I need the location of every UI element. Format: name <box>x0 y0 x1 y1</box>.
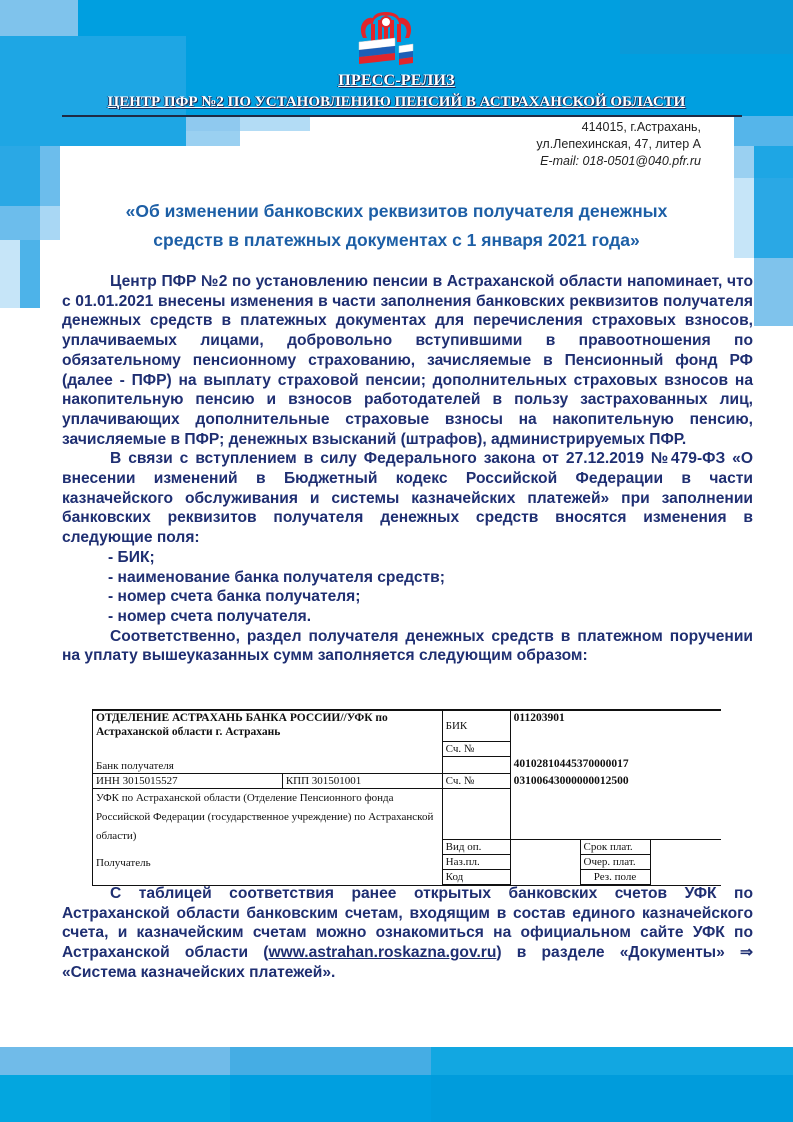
decor-block <box>20 240 40 308</box>
pfr-logo-icon <box>355 8 417 66</box>
recipient-name-text: УФК по Астраханской области (Отделение Пенсионного фонда Российской Федерации (государственное учреждение) по Астраханской области) <box>96 792 434 842</box>
paragraph-intro: Центр ПФР №2 по установлению пенсии в Астраханской области напоминает, что с 01.01.2021 внесены изменения в части заполнения банковских реквизитов получателя денежных средств в платежных документах для перечисления страховых взносов, уплачиваемых лицами, добровольно вступившими в правоотношения по обязательному пенсионному страхованию, зачисляемые в Пенсионный фонд РФ (далее - ПФР) на выплату страховой пенсии; дополнительных страховых взносов на накопительную пенсию и взносов работодателей в пользу застрахованных лиц, уплачивающих дополнительные страховые взносы на накопительную пенсию, зачисляемые в ПФР; денежных взысканий (штрафов), администрируемых ПФР. <box>62 273 753 448</box>
decor-block <box>0 1075 230 1122</box>
decor-block <box>754 178 793 258</box>
address-line-2: ул.Лепехинская, 47, литер А <box>536 137 701 151</box>
empty-cell <box>510 789 721 840</box>
paragraph-accordingly: Соответственно, раздел получателя денежных средств в платежном поручении на уплату вышеуказанных сумм заполняется следующим образом: <box>62 627 753 665</box>
kpp-cell: КПП 301501001 <box>282 774 442 789</box>
empty-cell <box>442 757 510 774</box>
document-title <box>80 197 713 255</box>
bank-name-cell: ОТДЕЛЕНИЕ АСТРАХАНЬ БАНКА РОССИИ//УФК по Астраханской области г. Астрахань <box>93 710 443 757</box>
decor-block <box>0 206 40 240</box>
title-line-2: средств в платежных документах с 1 января 2021 года» <box>153 230 640 250</box>
decor-block <box>0 146 40 206</box>
header-divider <box>62 115 742 117</box>
decor-block <box>754 146 793 178</box>
rez-pole-label: Рез. поле <box>580 870 650 886</box>
decor-block <box>734 146 754 178</box>
list-item: - БИК; <box>108 548 155 566</box>
decor-block <box>431 1075 793 1122</box>
inn-cell: ИНН 3015015527 <box>93 774 283 789</box>
account-value-2: 03100643000000012500 <box>513 774 629 787</box>
account-label-1: Сч. № <box>442 742 510 757</box>
bank-label: Банк получателя <box>93 757 443 774</box>
payment-requisites-table <box>92 709 721 886</box>
press-release-heading: ПРЕСС-РЕЛИЗ <box>338 72 455 89</box>
organization-name: ЦЕНТР ПФР №2 ПО УСТАНОВЛЕНИЮ ПЕНСИЙ В АСТРАХАНСКОЙ ОБЛАСТИ <box>107 94 686 110</box>
recipient-label: Получатель <box>96 857 151 869</box>
decor-block <box>0 0 78 36</box>
decor-block <box>0 1047 230 1075</box>
paragraph-law: В связи с вступлением в силу Федерального закона от 27.12.2019 №479-ФЗ «О внесении изменений в Бюджетный кодекс Российской Федерации в части казначейского обслуживания и системы казначейских платежей» при заполнении банковских реквизитов получателя денежных средств вносятся изменения в следующие поля: <box>62 450 753 547</box>
srok-plat-label: Срок плат. <box>580 840 650 855</box>
ocher-plat-label: Очер. плат. <box>580 855 650 870</box>
bik-value: 011203901 <box>510 710 721 757</box>
decor-block <box>230 1047 431 1075</box>
vid-op-label: Вид оп. <box>442 840 510 855</box>
empty-cell <box>442 789 510 840</box>
decor-block <box>240 116 310 131</box>
address-line-1: 414015, г.Астрахань, <box>581 120 701 134</box>
treasury-website-link[interactable]: www.astrahan.roskazna.gov.ru <box>268 944 497 962</box>
vid-op-value <box>510 840 580 886</box>
body-section-1 <box>62 272 753 666</box>
decor-block <box>0 36 186 146</box>
srok-plat-value <box>650 840 721 886</box>
kod-label: Код <box>442 870 510 886</box>
reference-text-end: ) в разделе «Документы» ⇒ «Система казначейских платежей». <box>62 944 754 981</box>
paragraph-reference <box>62 884 753 983</box>
address-block <box>536 119 701 170</box>
decor-block <box>40 206 60 240</box>
account-label-2: Сч. № <box>442 774 510 789</box>
decor-block <box>620 0 793 54</box>
footer-banner <box>0 1047 793 1122</box>
recipient-name <box>93 789 443 886</box>
decor-block <box>734 178 754 258</box>
decor-block <box>431 1047 793 1075</box>
decor-block <box>0 240 20 308</box>
list-item: - наименование банка получателя средств; <box>108 568 445 586</box>
decor-block <box>734 116 793 146</box>
decor-block <box>754 258 793 326</box>
naz-pl-label: Наз.пл. <box>442 855 510 870</box>
decor-block <box>230 1075 431 1122</box>
list-item: - номер счета банка получателя; <box>108 588 361 606</box>
email-address: E-mail: 018-0501@040.pfr.ru <box>540 154 701 168</box>
title-line-1: «Об изменении банковских реквизитов получателя денежных <box>125 201 668 221</box>
reference-text-start: С таблицей соответствия ранее открытых банковских счетов УФК по Астраханской области банковским счетам, входящим в состав единого казначейского счета, и казначейским счетам можно ознакомиться на официальном сайте УФК по Астраханской области ( <box>62 885 753 962</box>
decor-block <box>40 146 60 206</box>
account-value-1: 40102810445370000017 <box>513 757 629 770</box>
bik-label: БИК <box>442 710 510 742</box>
body-section-2 <box>62 884 753 983</box>
list-item: - номер счета получателя. <box>108 607 312 625</box>
